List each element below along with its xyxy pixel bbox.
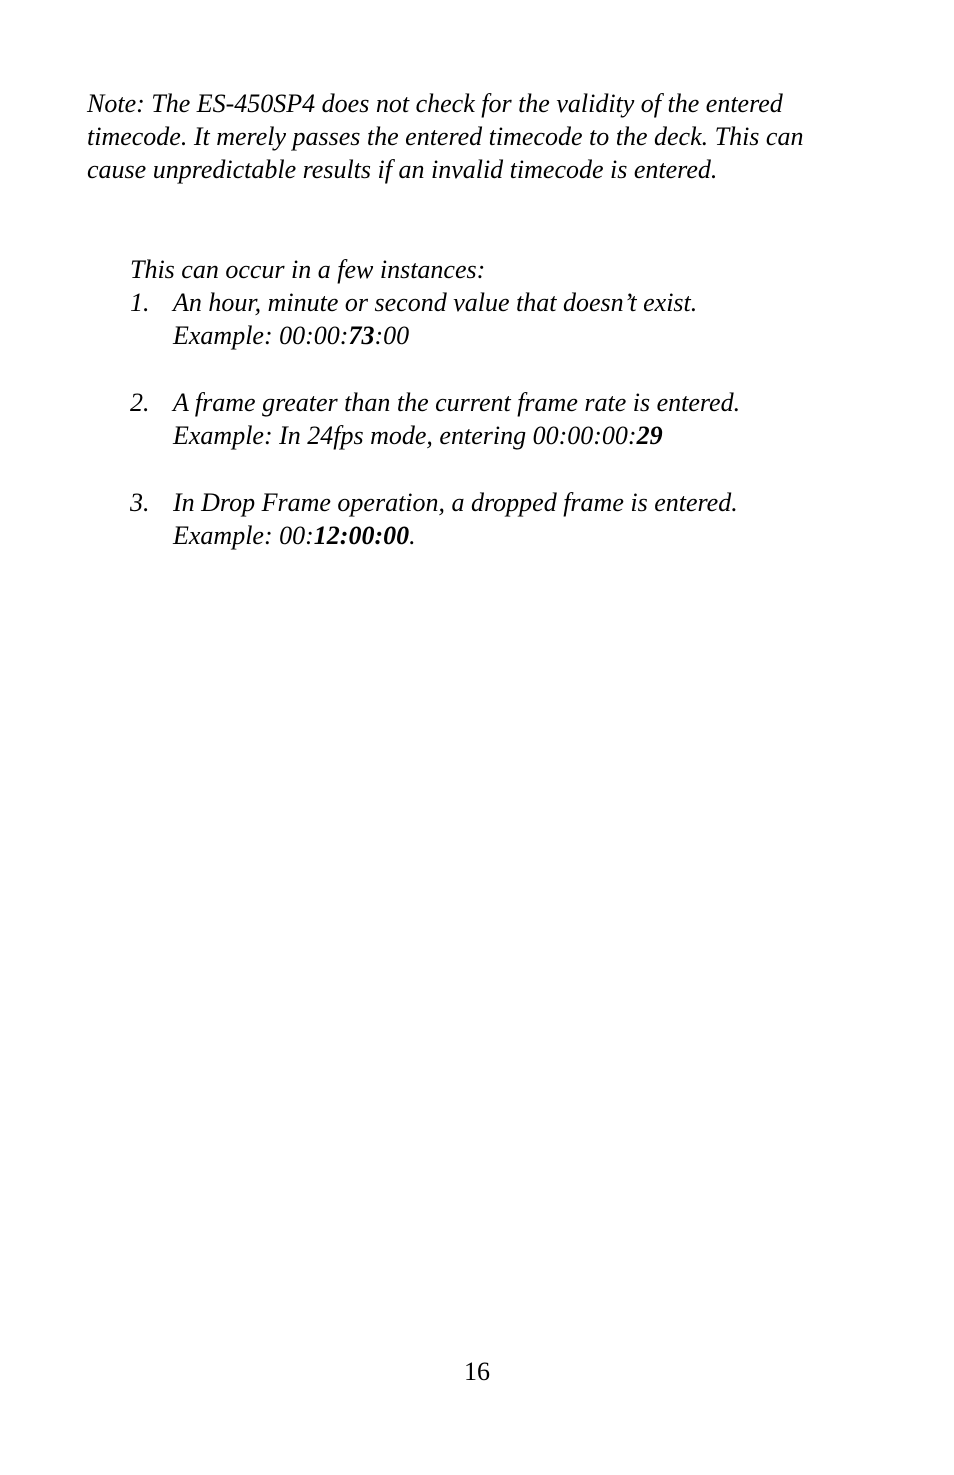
- list-item: [130, 386, 870, 452]
- example-suffix: .: [409, 521, 416, 550]
- note-paragraph: Note: The ES-450SP4 does not check for the validity of the entered timecode. It merely passes the entered timecode to the deck. This can cause unpredictable results if an invalid timecode is entered.: [87, 89, 804, 184]
- list-item-number: 3.: [130, 488, 150, 517]
- list-item-description: An hour, minute or second value that doesn’t exist.: [173, 288, 698, 317]
- example-prefix: Example: 00:: [173, 521, 314, 550]
- list-item-number: 1.: [130, 288, 150, 317]
- example-suffix: :00: [374, 321, 410, 350]
- list-item-example: [173, 319, 870, 352]
- list-item: [130, 286, 870, 352]
- list-item: [130, 486, 870, 552]
- example-prefix: Example: 00:00:: [173, 321, 349, 350]
- list-item-example: [173, 419, 870, 452]
- instances-list: [130, 286, 870, 586]
- list-item-description: A frame greater than the current frame rate is entered.: [173, 388, 741, 417]
- list-item-description: In Drop Frame operation, a dropped frame is entered.: [173, 488, 738, 517]
- list-item-example: [173, 519, 870, 552]
- instances-intro: This can occur in a few instances:: [130, 255, 486, 284]
- example-highlight: 73: [348, 321, 375, 350]
- page-number: 16: [464, 1357, 490, 1386]
- example-highlight: 29: [636, 421, 663, 450]
- example-highlight: 12:00:00: [313, 521, 410, 550]
- list-item-number: 2.: [130, 388, 150, 417]
- example-prefix: Example: In 24fps mode, entering 00:00:00:: [173, 421, 637, 450]
